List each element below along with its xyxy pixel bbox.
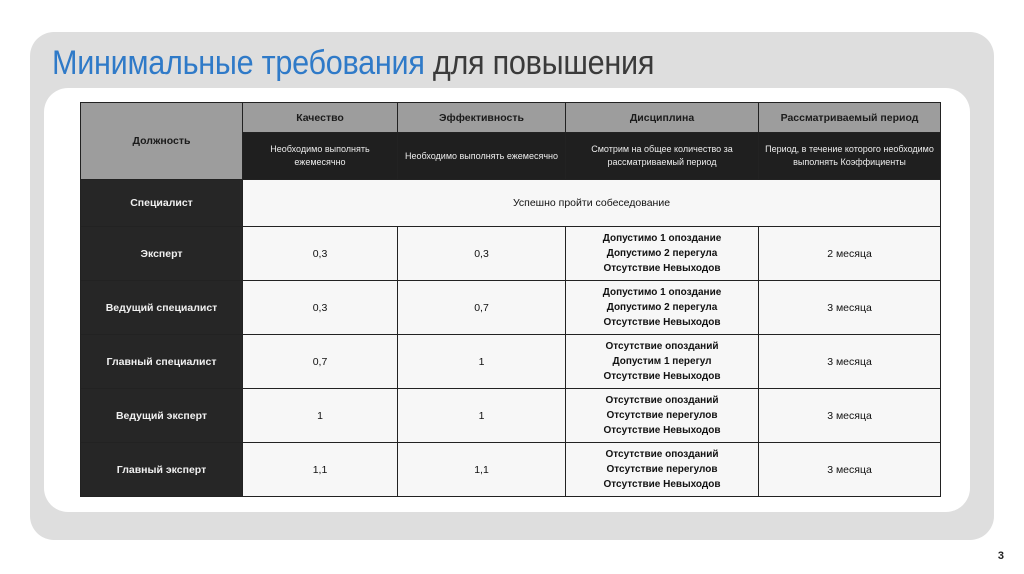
quality-cell: 1,1 — [243, 443, 398, 497]
header-efficiency-note: Необходимо выполнять ежемесячно — [398, 133, 566, 180]
efficiency-cell: 1 — [398, 335, 566, 389]
discipline-cell — [566, 281, 759, 335]
header-discipline-note: Смотрим на общее количество за рассматриваемый период — [566, 133, 759, 180]
discipline-cell — [566, 389, 759, 443]
interview-requirement: Успешно пройти собеседование — [243, 180, 941, 227]
discipline-line: Отсутствие Невыходов — [603, 425, 721, 436]
position-cell: Ведущий специалист — [81, 281, 243, 335]
quality-cell: 1 — [243, 389, 398, 443]
header-quality-note: Необходимо выполнять ежемесячно — [243, 133, 398, 180]
table-row — [81, 281, 941, 335]
efficiency-cell: 0,3 — [398, 227, 566, 281]
efficiency-cell: 1 — [398, 389, 566, 443]
efficiency-cell: 0,7 — [398, 281, 566, 335]
header-quality: Качество — [243, 103, 398, 133]
discipline-cell — [566, 443, 759, 497]
title-accent: Минимальные требования — [52, 44, 425, 82]
table-row — [81, 443, 941, 497]
discipline-line: Отсутствие опозданий — [605, 449, 719, 460]
header-efficiency: Эффективность — [398, 103, 566, 133]
efficiency-cell: 1,1 — [398, 443, 566, 497]
position-cell: Эксперт — [81, 227, 243, 281]
discipline-line: Допустим 1 перегул — [612, 356, 712, 367]
header-period: Рассматриваемый период — [759, 103, 941, 133]
discipline-line: Допустимо 2 перегула — [606, 302, 718, 313]
period-cell: 3 месяца — [759, 335, 941, 389]
table-row — [81, 227, 941, 281]
period-cell: 3 месяца — [759, 389, 941, 443]
discipline-cell — [566, 227, 759, 281]
discipline-line: Отсутствие опозданий — [605, 395, 719, 406]
discipline-line: Допустимо 2 перегула — [606, 248, 718, 259]
header-discipline: Дисциплина — [566, 103, 759, 133]
table-row — [81, 389, 941, 443]
discipline-line: Отсутствие перегулов — [606, 410, 718, 421]
quality-cell: 0,7 — [243, 335, 398, 389]
position-cell: Специалист — [81, 180, 243, 227]
discipline-line: Допустимо 1 опоздание — [602, 233, 722, 244]
position-cell: Главный специалист — [81, 335, 243, 389]
requirements-table — [80, 102, 941, 497]
period-cell: 3 месяца — [759, 443, 941, 497]
discipline-line: Отсутствие Невыходов — [603, 479, 721, 490]
title-rest: для повышения — [424, 44, 655, 82]
header-position: Должность — [81, 103, 243, 180]
discipline-line: Отсутствие опозданий — [605, 341, 719, 352]
table-row — [81, 180, 941, 227]
position-cell: Главный эксперт — [81, 443, 243, 497]
discipline-line: Допустимо 1 опоздание — [602, 287, 722, 298]
discipline-line: Отсутствие Невыходов — [603, 371, 721, 382]
quality-cell: 0,3 — [243, 281, 398, 335]
table-row — [81, 335, 941, 389]
period-cell: 3 месяца — [759, 281, 941, 335]
position-cell: Ведущий эксперт — [81, 389, 243, 443]
discipline-cell — [566, 335, 759, 389]
discipline-line: Отсутствие Невыходов — [603, 263, 721, 274]
period-cell: 2 месяца — [759, 227, 941, 281]
discipline-line: Отсутствие Невыходов — [603, 317, 721, 328]
discipline-line: Отсутствие перегулов — [606, 464, 718, 475]
page-title — [52, 44, 654, 83]
quality-cell: 0,3 — [243, 227, 398, 281]
header-period-note: Период, в течение которого необходимо выполнять Коэффициенты — [759, 133, 941, 180]
page-number: 3 — [997, 550, 1004, 562]
